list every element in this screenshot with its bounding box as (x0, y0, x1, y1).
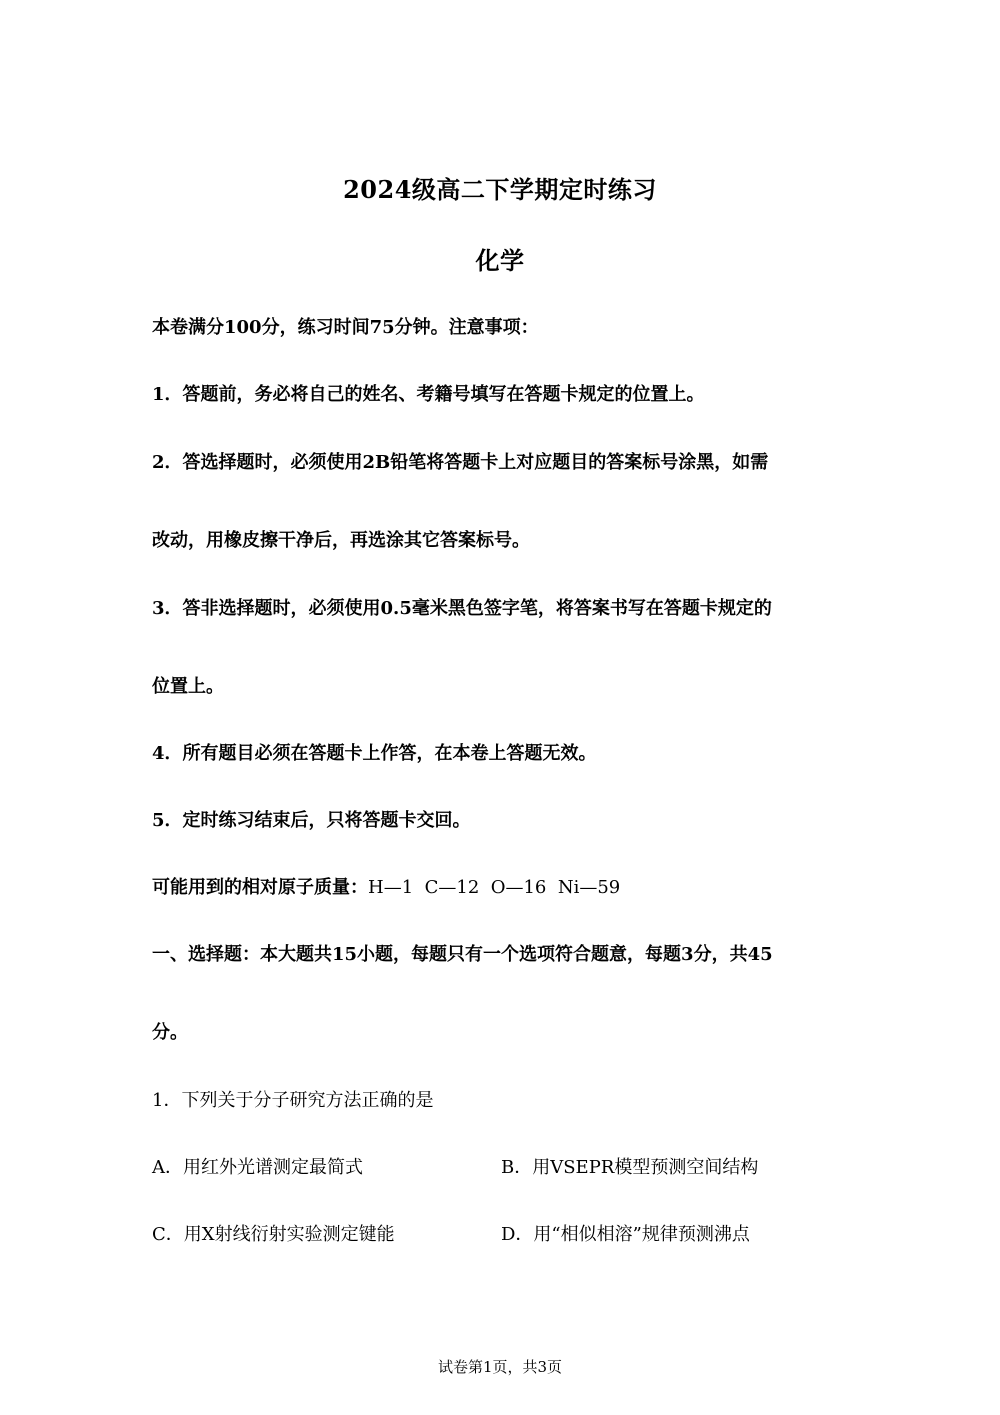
notice-item-3-line-1: 3．答非选择题时，必须使用0.5毫米黑色签字笔，将答案书写在答题卡规定的 (152, 598, 772, 619)
page-footer: 试卷第1页，共3页 (437, 1358, 563, 1376)
atomic-masses-values: H—1 C—12 O—16 Ni—59 (368, 877, 621, 898)
notice-intro: 本卷满分100分，练习时间75分钟。注意事项： (152, 317, 539, 338)
section-1-heading-line-2: 分。 (152, 1022, 188, 1043)
question-1-option-a: A．用红外光谱测定最简式 (152, 1157, 363, 1178)
subject-title: 化学 (475, 246, 525, 275)
notice-item-1: 1．答题前，务必将自己的姓名、考籍号填写在答题卡规定的位置上。 (152, 384, 705, 405)
question-1-option-c: C．用X射线衍射实验测定键能 (152, 1224, 395, 1245)
notice-item-2-line-2: 改动，用橡皮擦干净后，再选涂其它答案标号。 (152, 530, 530, 551)
notice-item-4: 4．所有题目必须在答题卡上作答，在本卷上答题无效。 (152, 743, 597, 764)
notice-item-2-line-1: 2．答选择题时，必须使用2B铅笔将答题卡上对应题目的答案标号涂黑，如需 (152, 452, 769, 473)
section-1-heading-line-1: 一、选择题：本大题共15小题，每题只有一个选项符合题意，每题3分，共45 (152, 944, 773, 965)
question-1-option-b: B．用VSEPR模型预测空间结构 (501, 1157, 759, 1178)
notice-item-5: 5．定时练习结束后，只将答题卡交回。 (152, 810, 471, 831)
notice-item-3-line-2: 位置上。 (152, 676, 224, 697)
exam-title: 2024级高二下学期定时练习 (343, 175, 657, 204)
question-1-option-d: D．用“相似相溶”规律预测沸点 (501, 1224, 750, 1245)
atomic-masses (152, 876, 620, 900)
question-1-stem: 1．下列关于分子研究方法正确的是 (152, 1090, 434, 1111)
atomic-masses-label: 可能用到的相对原子质量： (152, 877, 368, 898)
